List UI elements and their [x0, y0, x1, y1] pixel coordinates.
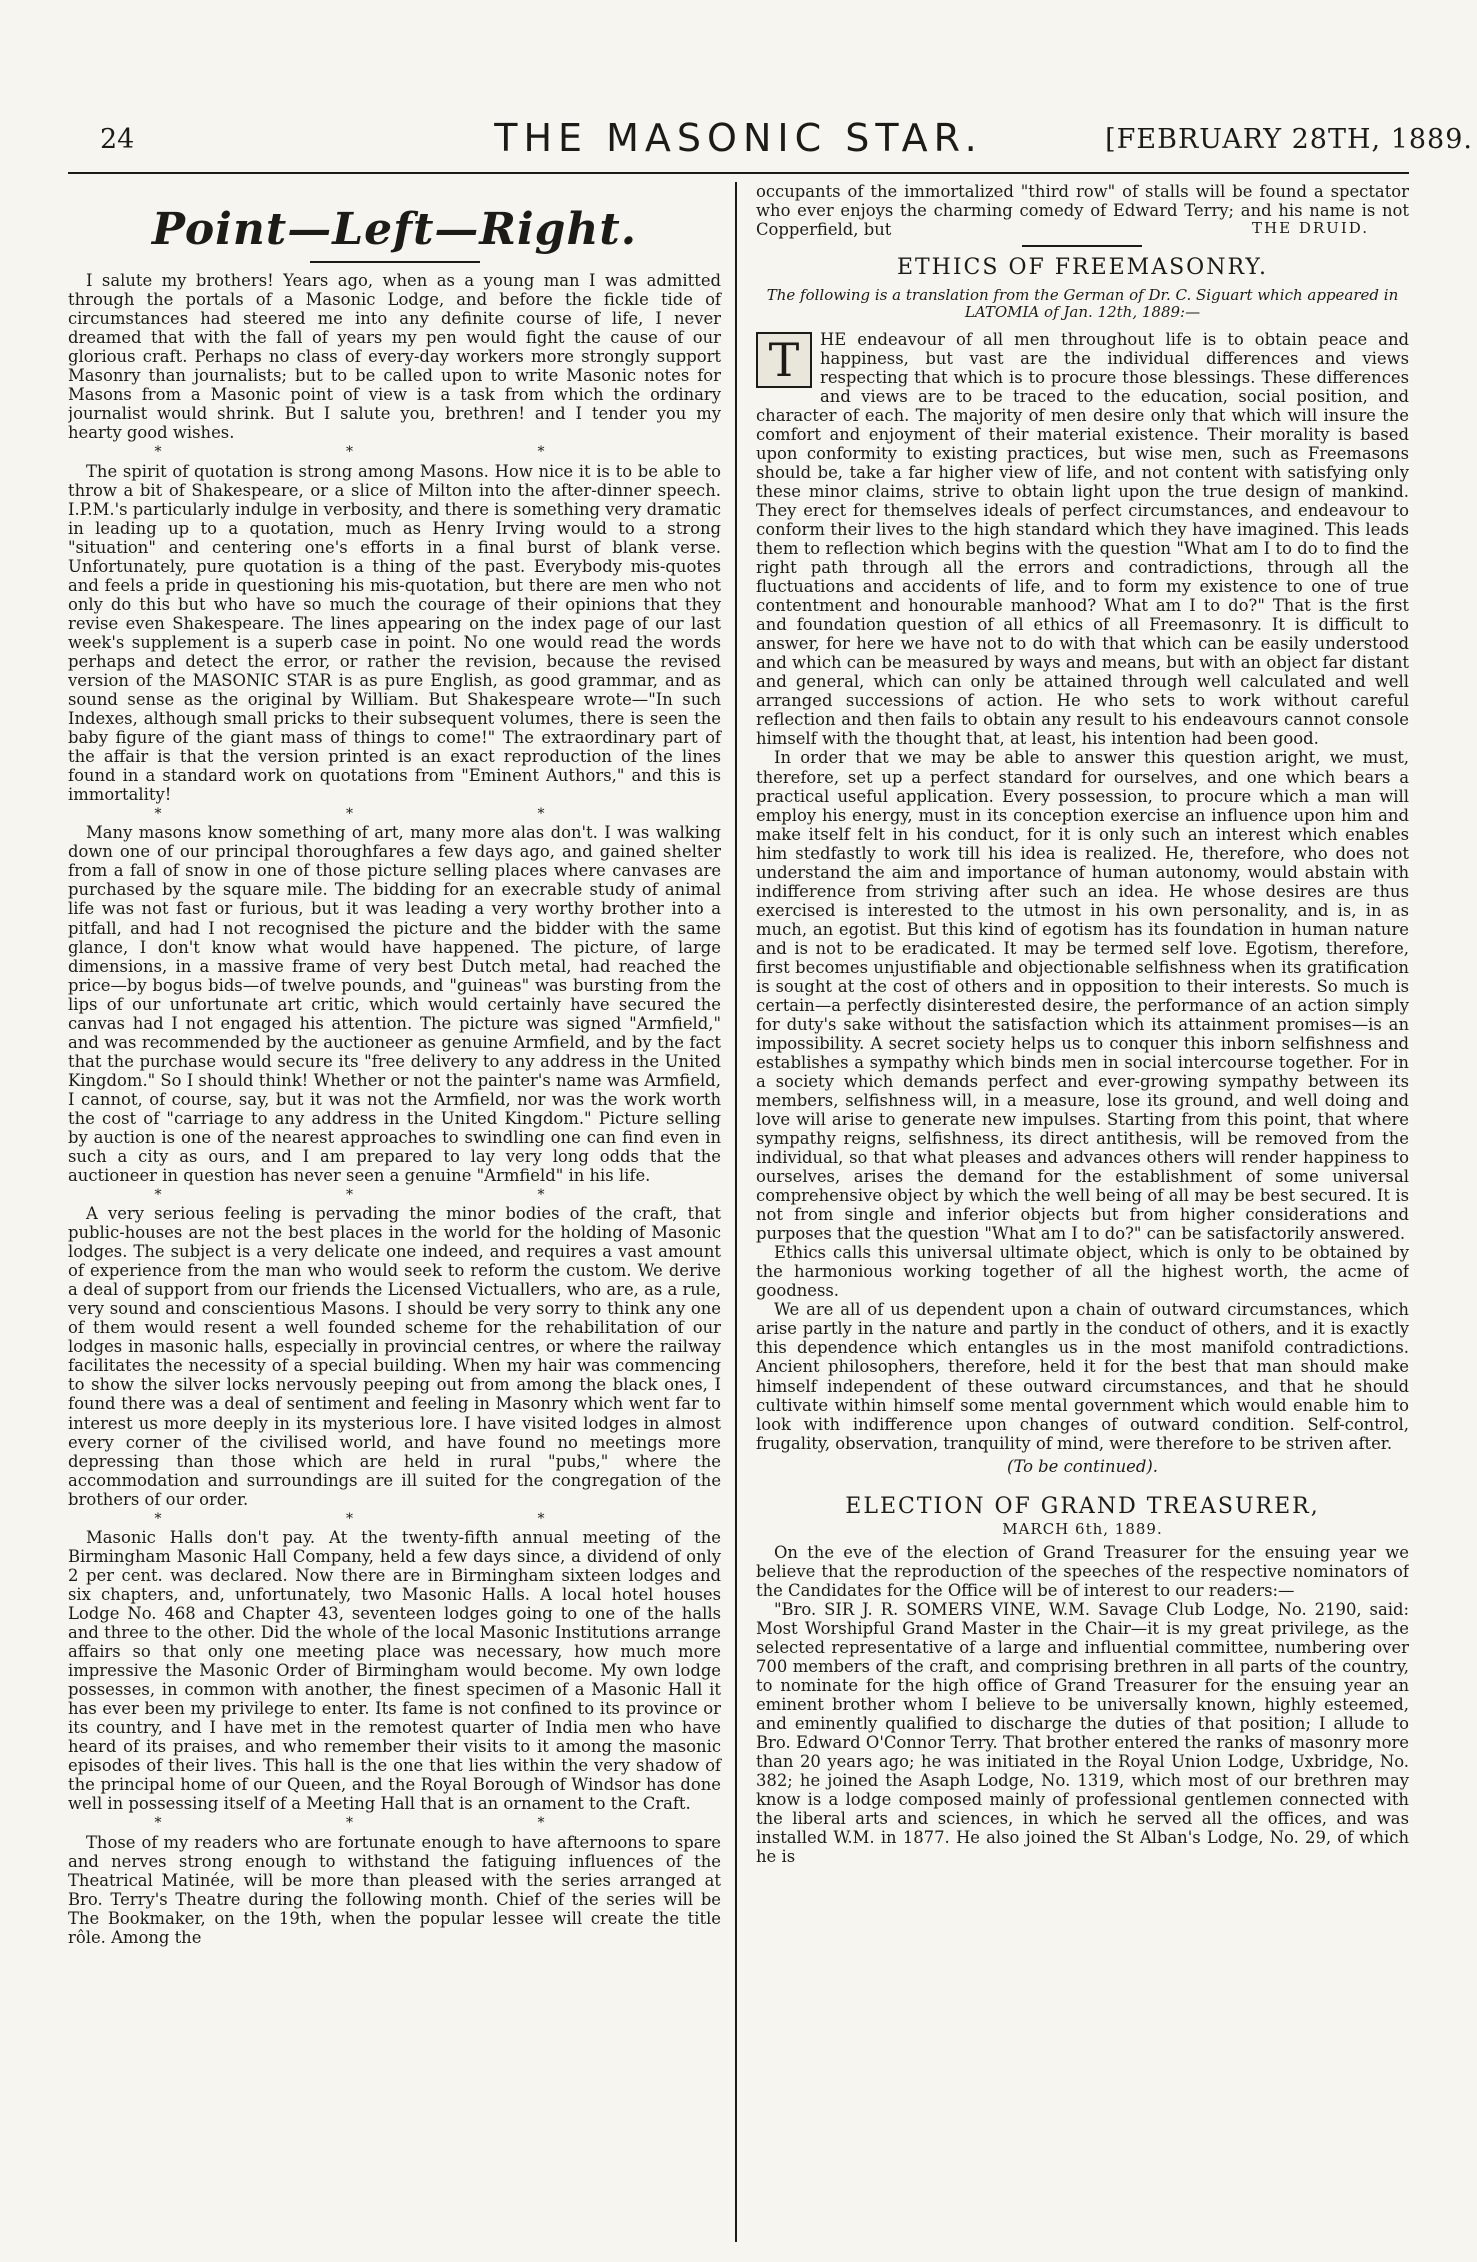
signature: THE DRUID.: [1252, 219, 1369, 238]
section-stars: * * *: [154, 1510, 635, 1527]
continued-paragraph: occupants of the immortalized "third row" of stalls will be found a spectator who ever enjoys the charming comedy of Edward Terry; and his name is not Copperfield, but: [755, 182, 1409, 240]
paragraph: Many masons know something of art, many more alas don't. I was walking down one of our principal thoroughfares a few days ago, and gained shelter from a fall of snow in one of those picture selling places where canvases are purchased by the square mile. The bidding for an execrable study of animal life was not fast or furious, but it was leading a very worthy brother into a pitfall, and had I not recognised the picture and the bidder with the same glance, I don't know what would have happened. The picture, of large dimensions, in a massive frame of very best Dutch metal, had reached the price—by bogus bids—of twelve pounds, and "guineas" was bursting from the lips of our unfortunate art critic, which would certainly have secured the canvas had I not engaged his attention. The picture was signed "Armfield," and was recommended by the auctioneer as genuine Armfield, and by the fact that the purchase would secure its "free delivery to any address in the United Kingdom." So I should think! Whether or not the painter's name was Armfield, I cannot, of course, say, but it was not the Armfield, nor was the work worth the cost of "carriage to any address in the United Kingdom." Picture selling by auction is one of the nearest approaches to swindling one can find even in such a city as ours, and I am prepared to lay very long odds that the auctioneer in question has never seen a genuine "Armfield" in his life.: [68, 823, 722, 1185]
paragraph: On the eve of the election of Grand Treasurer for the ensuing year we believe that the reproduction of the speeches of the respective nominators of the Candidates for the Office will be of interest to our readers:—: [755, 1542, 1409, 1600]
section-stars: * * *: [154, 1186, 635, 1203]
paragraph-text: HE endeavour of all men throughout life is to obtain peace and happiness, but vast are the individual differences and views respecting that which is to procure those blessings. These differences and views are to be traced to the education, social position, and character of each. The majority of men desire only that which will insure the comfort and enjoyment of their material existence. Their morality is based upon conformity to existing practices, but wise men, such as Freemasons should be, take a far higher view of life, and not content with satisfying only these minor claims, strive to obtain light upon the true design of mankind. They erect for themselves ideals of perfect circumstances, and endeavour to conform their lives to the high standard which they have imagined. This leads them to reflection which begins with the question "What am I to do to find the right path through all the errors and contradictions, through all the fluctuations and accidents of life, and to form my existence to one of true contentment and honourable manhood? What am I to do?" That is the first and foundation question of all ethics of all Freemasonry. It is difficult to answer, for here we have not to do with that which can be easily understood and which can be measured by ways and means, but with an object far distant and general, which can only be attained through well calculated and well arranged successions of action. He who sets to work without careful reflection and then fails to obtain any result to his endeavours cannot console himself with the thought that, at least, his intention had been good.: [755, 329, 1409, 749]
paragraph: Ethics calls this universal ultimate object, which is only to be obtained by the harmonious working together of all the highest worth, the acme of goodness.: [755, 1243, 1409, 1301]
section-rule: [1022, 245, 1142, 247]
issue-date: [FEBRUARY 28TH, 1889.: [1105, 124, 1473, 155]
header-rule: [68, 172, 1409, 174]
section-stars: * * *: [154, 444, 635, 461]
section-stars: * * *: [154, 1815, 635, 1832]
paragraph: I salute my brothers! Years ago, when as a young man I was admitted through the portals of a Masonic Lodge, and before the fickle tide of circumstances had steered me into any definite course of life, I never dreamed that with the fall of years my pen would fight the cause of our glorious craft. Perhaps no class of every-day workers more strongly support Masonry than journalists; but to be called upon to write Masonic notes for Masons from a Masonic point of view is a task from which the ordinary journalist would shrink. But I salute you, brethren! and I tender you my hearty good wishes.: [68, 271, 722, 443]
election-date: MARCH 6th, 1889.: [1002, 1520, 1163, 1539]
election-title: ELECTION OF GRAND TREASURER,: [845, 1493, 1320, 1519]
paragraph: In order that we may be able to answer this question aright, we must, therefore, set up a perfect standard for ourselves, and one which bears a practical useful application. Every possession, to procure which a man will employ his energy, must in its conception exercise an influence upon him and make itself felt in his conduct, for it is only such an interest which enables him stedfastly to work till his idea is realized. He, therefore, who does not understand the aim and importance of human autonomy, would abstain with indifference from striving after such an idea. He whose desires are thus exercised is interested to the utmost in his own personality, and is, in as much, an egotist. But this kind of egotism has its foundation in human nature and is not to be eradicated. It may be termed self love. Egotism, therefore, first becomes unjustifiable and objectionable selfishness when its gratification is sought at the cost of others and in opposition to their interests. So much is certain—a perfectly disinterested desire, the performance of an action simply for duty's sake without the satisfaction which its attainment promises—is an impossibility. A secret society helps us to conquer this inborn selfishness and establishes a sympathy which binds men in social intercourse together. For in a society which demands perfect and ever-growing sympathy between its members, selfishness will, in a measure, lose its ground, and well doing and love will arise to generate new impulses. Starting from this point, that where sympathy reigns, selfishness, its direct antithesis, will be removed from the individual, so that what pleases and advances others will render happiness to ourselves, arises the demand for the establishment of some universal comprehensive object by which the well being of all may be best secured. It is not from single and inferior objects but from higher considerations and purposes that the question "What am I to do?" can be satisfactorily answered.: [755, 748, 1409, 1244]
heading-rule: [310, 261, 480, 263]
column-rule: [735, 182, 737, 2242]
continued-note: (To be continued).: [1007, 1456, 1158, 1476]
masthead-title: THE MASONIC STAR.: [494, 116, 983, 160]
column-heading: Point—Left—Right.: [151, 204, 638, 255]
ethics-intro: The following is a translation from the German of Dr. C. Siguart which appeared in LATOMIA of Jan. 12th, 1889:—: [766, 286, 1399, 322]
paragraph: Masonic Halls don't pay. At the twenty-fifth annual meeting of the Birmingham Masonic Hall Company, held a few days since, a dividend of only 2 per cent. was declared. Now there are in Birmingham sixteen lodges and six chapters, and, unfortunately, two Masonic Halls. A local hotel houses Lodge No. 468 and Chapter 43, seventeen lodges going to one of the halls and three to the other. Did the whole of the local Masonic Institutions arrange affairs so that only one meeting place was necessary, how much more impressive the Masonic Order of Birmingham would become. My own lodge possesses, in common with another, the finest specimen of a Masonic Hall it has ever been my privilege to enter. Its fame is not confined to its province or its country, and I have met in the remotest quarter of India men who have heard of its praises, and who remember their visits to it among the masonic episodes of their lives. This hall is the one that lies within the very shadow of the principal home of our Queen, and the Royal Borough of Windsor has done well in possessing itself of a Meeting Hall that is an ornament to the Craft.: [68, 1527, 722, 1814]
ethics-first-paragraph: [756, 330, 1409, 749]
paragraph: We are all of us dependent upon a chain of outward circumstances, which arise partly in the nature and partly in the conduct of others, and it is exactly this dependence which entangles us in the most manifold contradictions. Ancient philosophers, therefore, held it for the best that man should make himself independent of these outward circumstances, and that he should cultivate within himself some mental government which would enable him to look with indifference upon changes of outward condition. Self-control, frugality, observation, tranquility of mind, were therefore to be striven after.: [755, 1300, 1409, 1453]
right-column: [750, 182, 1409, 2242]
left-column: [68, 182, 735, 2242]
ethics-title: ETHICS OF FREEMASONRY.: [896, 255, 1269, 281]
drop-cap: T: [756, 332, 812, 388]
paragraph: "Bro. SIR J. R. SOMERS VINE, W.M. Savage Club Lodge, No. 2190, said: Most Worshipful Grand Master in the Chair—it is my great privilege, as the selected representative of a large and influential committee, numbering over 700 members of the craft, and comprising brethren in all parts of the country, to nominate for the high office of Grand Treasurer for the ensuing year an eminent brother whom I believe to be universally known, highly esteemed, and eminently qualified to discharge the duties of that position; I allude to Bro. Edward O'Connor Terry. That brother entered the ranks of masonry more than 20 years ago; he was initiated in the Royal Union Lodge, Uxbridge, No. 382; he joined the Asaph Lodge, No. 1319, which most of our brethren may know is a lodge composed mainly of professional gentlemen connected with the liberal arts and sciences, in which he served all the offices, and was installed W.M. in 1877. He also joined the St Alban's Lodge, No. 29, of which he is: [755, 1599, 1409, 1867]
page-number: 24: [100, 124, 135, 155]
section-stars: * * *: [154, 806, 635, 823]
columns: [68, 182, 1409, 2242]
paragraph: The spirit of quotation is strong among Masons. How nice it is to be able to throw a bit of Shakespeare, or a slice of Milton into the after-dinner speech. I.P.M.'s particularly indulge in verbosity, and there is something very dramatic in leading up to a quotation, much as Henry Irving would to a strong "situation" and centering one's efforts in a final burst of blank verse. Unfortunately, pure quotation is a thing of the past. Everybody mis-quotes and feels a pride in questioning his mis-quotation, but there are men who not only do this but who have so much the courage of their opinions that they revise even Shakespeare. The lines appearing on the index page of our last week's supplement is a superb case in point. No one would read the words perhaps and detect the error, or rather the revision, because the revised version of the MASONIC STAR is as pure English, as good grammar, and as sound sense as the original by William. But Shakespeare wrote—"In such Indexes, although small pricks to their subsequent volumes, there is seen the baby figure of the giant mass of things to come!" The extraordinary part of the affair is that the version printed is an exact reproduction of the lines found in a standard work on quotations from "Eminent Authors," and this is immortality!: [68, 461, 722, 805]
paragraph: A very serious feeling is pervading the minor bodies of the craft, that public-houses are not the best places in the world for the holding of Masonic lodges. The subject is a very delicate one indeed, and requires a vast amount of experience from the man who would seek to reform the custom. We derive a deal of support from our friends the Licensed Victuallers, who are, as a rule, very sound and conscientious Masons. I should be very sorry to think any one of them would resent a well founded scheme for the rehabilitation of our lodges in masonic halls, especially in provincial centres, or where the railway facilitates the necessity of a special building. When my hair was commencing to show the silver locks nervously peeping out from among the black ones, I found there was a deal of sentiment and feeling in Masonry which went far to interest us more deeply in its mysterious lore. I have visited lodges in almost every corner of the civilised world, and have found no meetings more depressing than those which are held in rural "pubs," where the accommodation and surroundings are ill suited for the congregation of the brothers of our order.: [68, 1204, 722, 1509]
paragraph: Those of my readers who are fortunate enough to have afternoons to spare and nerves strong enough to withstand the fatiguing influences of the Theatrical Matinée, will be more than pleased with the series arranged at Bro. Terry's Theatre during the following month. Chief of the series will be The Bookmaker, on the 19th, when the popular lessee will create the title rôle. Among the: [68, 1832, 722, 1947]
